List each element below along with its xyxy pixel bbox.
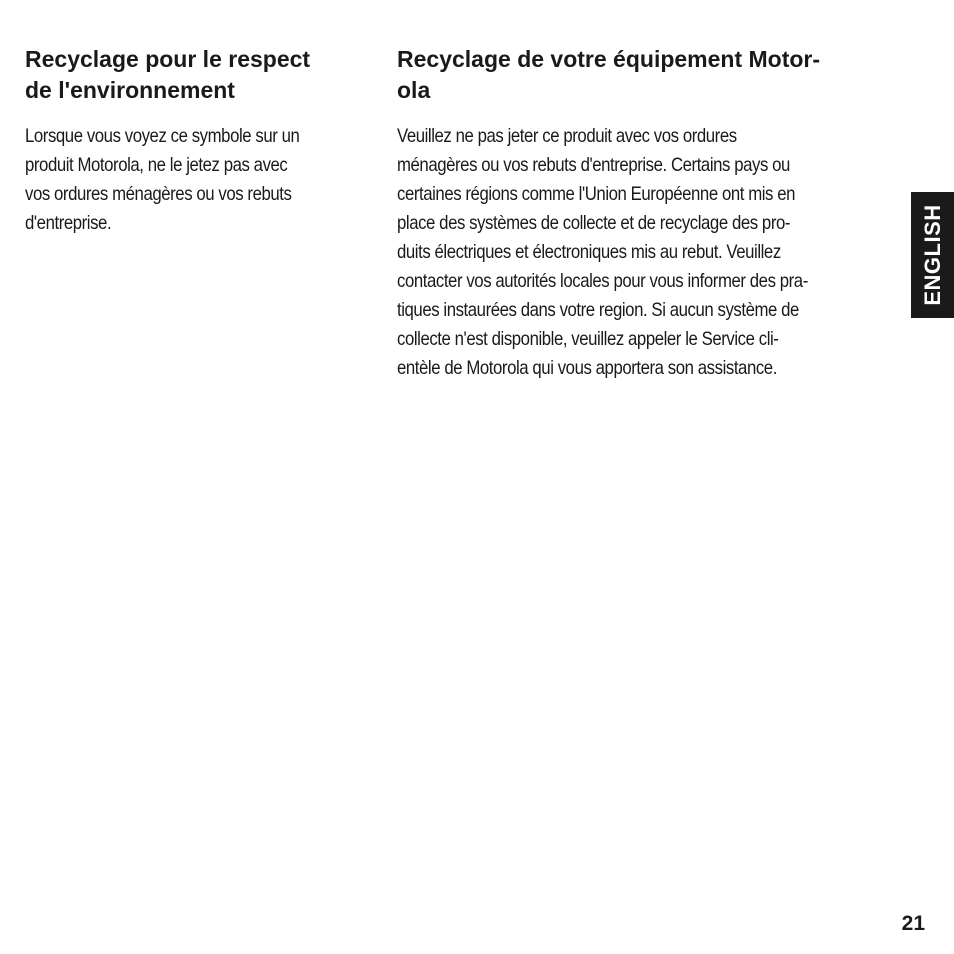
right-section-heading bbox=[397, 44, 897, 106]
page-number: 21 bbox=[901, 912, 925, 935]
left-column bbox=[25, 44, 365, 238]
body-line: collecte n'est disponible, veuillez appeler le Service cli- bbox=[397, 328, 779, 350]
left-section-body bbox=[25, 122, 365, 238]
body-line: Lorsque vous voyez ce symbole sur un bbox=[25, 125, 300, 147]
body-line: produit Motorola, ne le jetez pas avec bbox=[25, 154, 288, 176]
heading-line: ola bbox=[397, 77, 431, 103]
heading-line: Recyclage de votre équipement Motor- bbox=[397, 46, 821, 72]
body-line: vos ordures ménagères ou vos rebuts bbox=[25, 183, 292, 205]
right-column bbox=[397, 44, 897, 383]
language-tab-label: ENGLISH bbox=[919, 204, 945, 306]
body-line: d'entreprise. bbox=[25, 212, 112, 234]
heading-line: de l'environnement bbox=[25, 77, 235, 103]
body-line: certaines régions comme l'Union Européenne ont mis en bbox=[397, 183, 796, 205]
heading-line: Recyclage pour le respect bbox=[25, 46, 311, 72]
left-section-heading bbox=[25, 44, 365, 106]
right-section-body bbox=[397, 122, 897, 383]
body-line: entèle de Motorola qui vous apportera son assistance. bbox=[397, 357, 777, 379]
body-line: Veuillez ne pas jeter ce produit avec vos ordures bbox=[397, 125, 737, 147]
body-line: tiques instaurées dans votre region. Si aucun système de bbox=[397, 299, 799, 321]
language-side-tab bbox=[911, 192, 954, 318]
body-line: duits électriques et électroniques mis au rebut. Veuillez bbox=[397, 241, 781, 263]
body-line: ménagères ou vos rebuts d'entreprise. Certains pays ou bbox=[397, 154, 790, 176]
body-line: contacter vos autorités locales pour vous informer des pra- bbox=[397, 270, 808, 292]
body-line: place des systèmes de collecte et de recyclage des pro- bbox=[397, 212, 791, 234]
